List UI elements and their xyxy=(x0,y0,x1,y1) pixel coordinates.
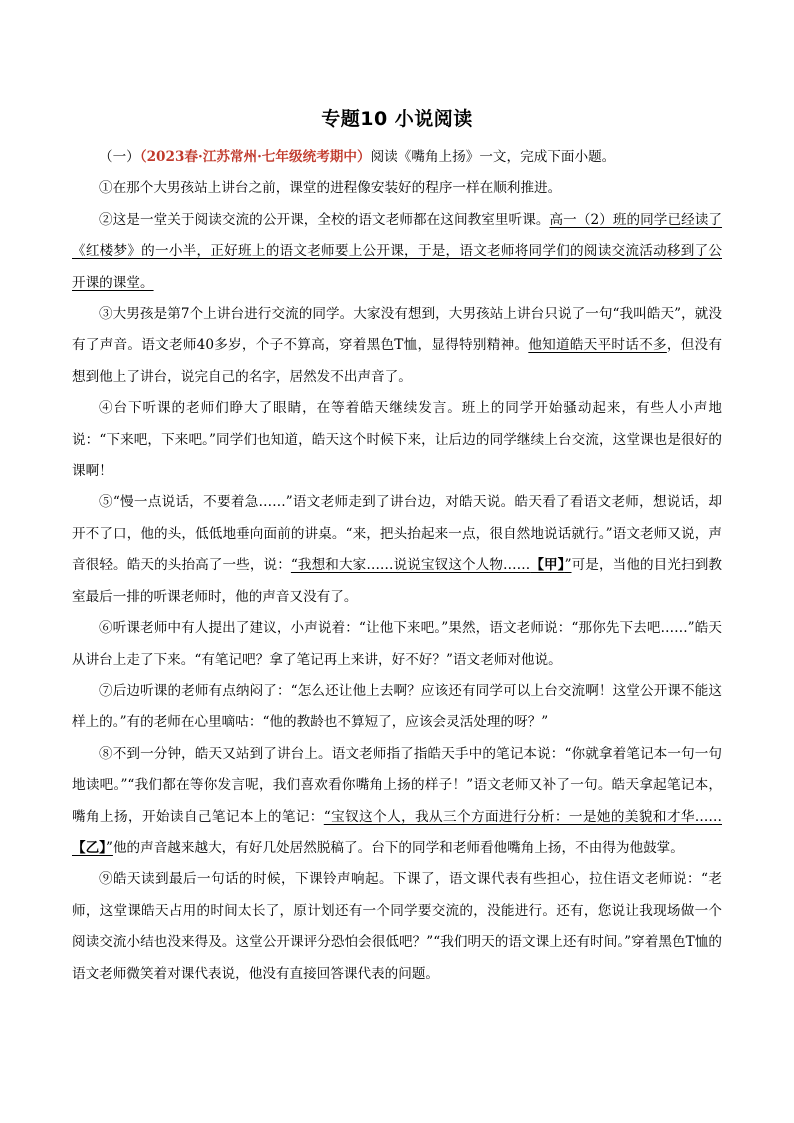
article-body xyxy=(72,142,722,990)
paragraph-3-tail: ，但没有想到他上了讲台，说完自己的名字，居然发不出声音了。 xyxy=(72,337,722,385)
paragraph-1: ①在那个大男孩站上讲台之前，课堂的进程像安装好的程序一样在顺利推进。 xyxy=(99,180,562,197)
quote-text: “我想和大家……说说宝钗这个人物…… xyxy=(290,557,531,574)
paragraph-9: ⑨皓天读到最后一句话的时候，下课铃声响起。下课了，语文课代表有些担心，拉住语文老师说：“老师，这堂课皓天占用的时间太长了，原计划还有一个同学要交流的，没能进行。还有，您说让我现场做一个阅读交流小结也没来得及。这堂公开课评分恐怕会很低吧？”“我们明天的语文课上还有时间。”穿着黑色T恤的语文老师微笑着对课代表说，他没有直接回答课代表的问题。 xyxy=(72,871,722,982)
quote-close: ” xyxy=(105,839,113,856)
quote-text: “宝钗这个人，我从三个方面进行分析：一是她的美貌和才华…… xyxy=(323,808,722,825)
section-number: （一） xyxy=(99,149,140,165)
paragraph-8 xyxy=(72,739,722,865)
underlined-sentence: 高一（2）班的同学已经读了《红楼梦》的一小半，正好班上的语文老师要上公开课，于是，语文老师将同学们的阅读交流活动移到了公开课的课堂。 xyxy=(72,211,723,291)
paragraph-5 xyxy=(72,487,722,613)
paragraph-5-text: ⑤“慢一点说话，不要着急……”语文老师走到了讲台边，对皓天说。皓天看了看语文老师，想说话，却开不了口，他的头，低低地垂向面前的讲桌。“来，把头抬起来一点，很自然地说话就行。”语文老师又说，声音很轻。皓天的头抬高了一些，说： xyxy=(72,494,722,574)
paragraph-2 xyxy=(72,205,722,299)
page-title: 专题10 小说阅读 xyxy=(321,108,473,130)
underlined-quote xyxy=(291,557,572,573)
paragraph-2-text: ②这是一堂关于阅读交流的公开课，全校的语文老师都在这间教室里听课。 xyxy=(99,211,550,228)
underlined-sentence: 他知道皓天平时话不多 xyxy=(528,337,667,354)
paragraph-3-text: ③大男孩是第7个上讲台进行交流的同学。大家没有想到，大男孩站上讲台只说了一句“我叫皓天”，就没有了声音。语文老师40多岁，个子不算高，穿着黑色T恤，显得特别精神。 xyxy=(72,306,722,354)
paragraph-8-text: ⑧不到一分钟，皓天又站到了讲台上。语文老师指了指皓天手中的笔记本说：“你就拿着笔记本一句一句地读吧。”“我们都在等你发言呢，我们喜欢看你嘴角上扬的样子！”语文老师又补了一句。皓天拿起笔记本，嘴角上扬，开始读自己笔记本上的笔记： xyxy=(72,745,722,825)
paragraph-5-tail: 可是，当他的目光扫到教室最后一排的听课老师时，他的声音又没有了。 xyxy=(72,557,722,605)
paragraph-6: ⑥听课老师中有人提出了建议，小声说着：“让他下来吧。”果然，语文老师说：“那你先下去吧……”皓天从讲台上走了下来。“有笔记吧？拿了笔记再上来讲，好不好？”语文老师对他说。 xyxy=(72,620,722,668)
paragraph-7: ⑦后边听课的老师有点纳闷了：“怎么还让他上去啊？应该还有同学可以上台交流啊！这堂公开课不能这样上的。”有的老师在心里嘀咕：“他的教龄也不算短了，应该会灵活处理的呀？” xyxy=(72,682,722,731)
intro-line xyxy=(72,142,722,173)
blank-marker-yi: 【乙】 xyxy=(72,839,106,856)
paragraph-3 xyxy=(72,299,722,393)
blank-marker-jia: 【甲】 xyxy=(530,557,565,574)
exam-source: （2023春·江苏常州·七年级统考期中） xyxy=(139,149,371,165)
paragraph-4: ④台下听课的老师们睁大了眼睛，在等着皓天继续发言。班上的同学开始骚动起来，有些人小声地说：“下来吧，下来吧。”同学们也知道，皓天这个时候下来，让后边的同学继续上台交流，这堂课也是很好的课啊！ xyxy=(72,400,722,480)
intro-text: 阅读《嘴角上扬》一文，完成下面小题。 xyxy=(370,149,616,165)
paragraph-8-tail: 他的声音越来越大，有好几处居然脱稿了。台下的同学和老师看他嘴角上扬，不由得为他鼓掌。 xyxy=(112,839,684,856)
quote-close: ” xyxy=(564,557,572,574)
